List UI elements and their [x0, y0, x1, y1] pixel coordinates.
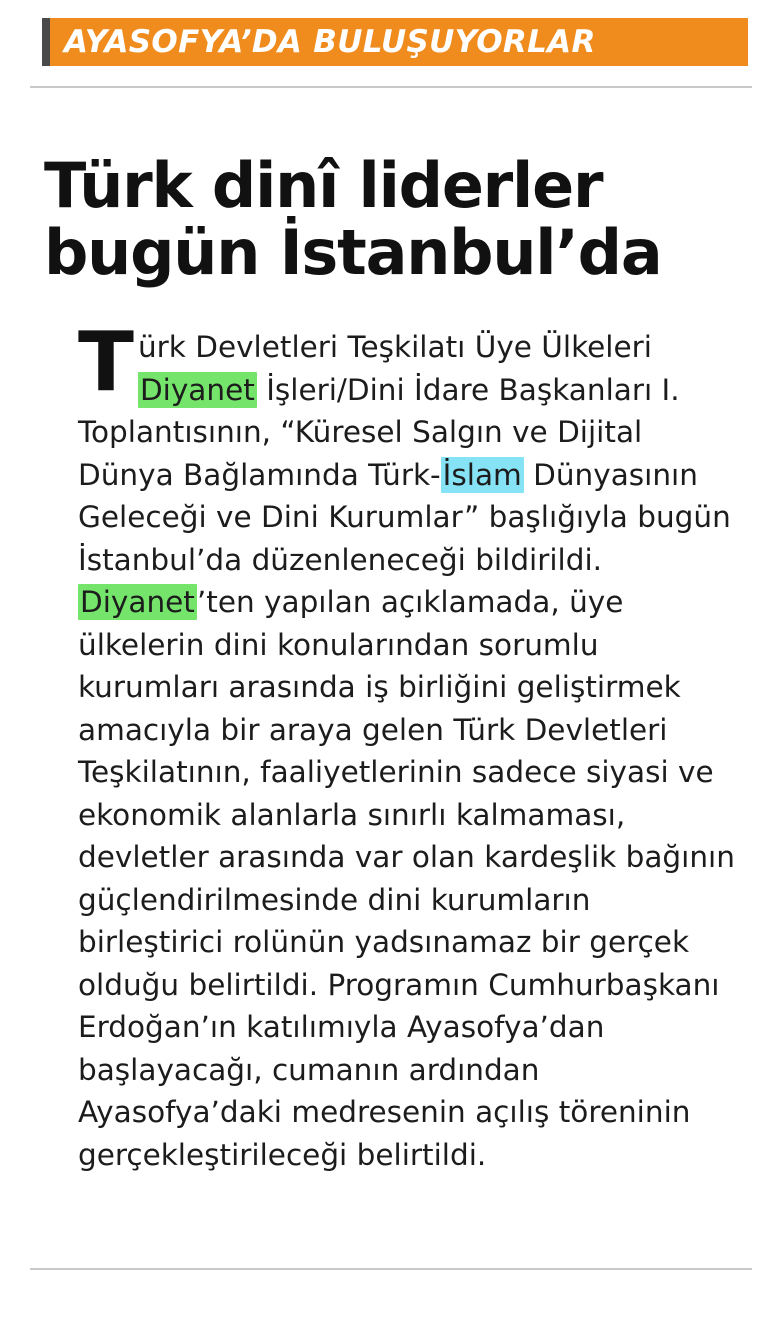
divider-top	[30, 86, 752, 88]
article-paragraph	[78, 315, 736, 1176]
article-body	[78, 315, 736, 1176]
article-text-runs	[78, 315, 735, 1172]
article-text-run: İşleri/Dini İdare Başkanları I. Toplantısının, “Küresel Salgın ve Dijital Dünya Bağlamında Türk-	[78, 372, 680, 492]
page-title	[44, 148, 744, 290]
article-text-run: Dünyasının Geleceği ve Dini Kurumlar” başlığıyla bugün İstanbul’da düzenleneceği bildirildi.	[78, 457, 731, 577]
kicker-accent-block	[42, 18, 50, 66]
headline-line-1: Türk dinî liderler	[44, 148, 603, 222]
article-text-run: ürk Devletleri Teşkilatı Üye Ülkeleri	[137, 330, 652, 364]
kicker-text: AYASOFYA’DA BULUŞUYORLAR	[64, 24, 596, 60]
article-highlight-blue: İslam	[442, 457, 522, 492]
divider-bottom	[30, 1268, 752, 1270]
article-text-run: ’ten yapılan açıklamada, üye ülkelerin dini konularından sorumlu kurumları arasında iş birliğini geliştirmek amacıyla bir araya gelen Türk Devletleri Teşkilatının, faaliyetlerinin sadece siyasi ve ekonomik alanlarla sınırlı kalmaması, devletler arasında var olan kardeşlik bağının güçlendirilmesinde dini kurumların birleştirici rolünün yadsınamaz bir gerçek olduğu belirtildi. Programın Cumhurbaşkanı Erdoğan’ın katılımıyla Ayasofya’dan başlayacağı, cumanın ardından Ayasofya’daki medresenin açılış töreninin gerçekleştirileceği belirtildi.	[78, 585, 735, 1172]
headline-line-2: bugün İstanbul’da	[44, 216, 662, 290]
article-highlight-green: Diyanet	[80, 585, 195, 619]
article-highlight-green: Diyanet	[139, 372, 255, 407]
drop-cap: T	[78, 315, 134, 410]
kicker-bar	[42, 18, 748, 66]
